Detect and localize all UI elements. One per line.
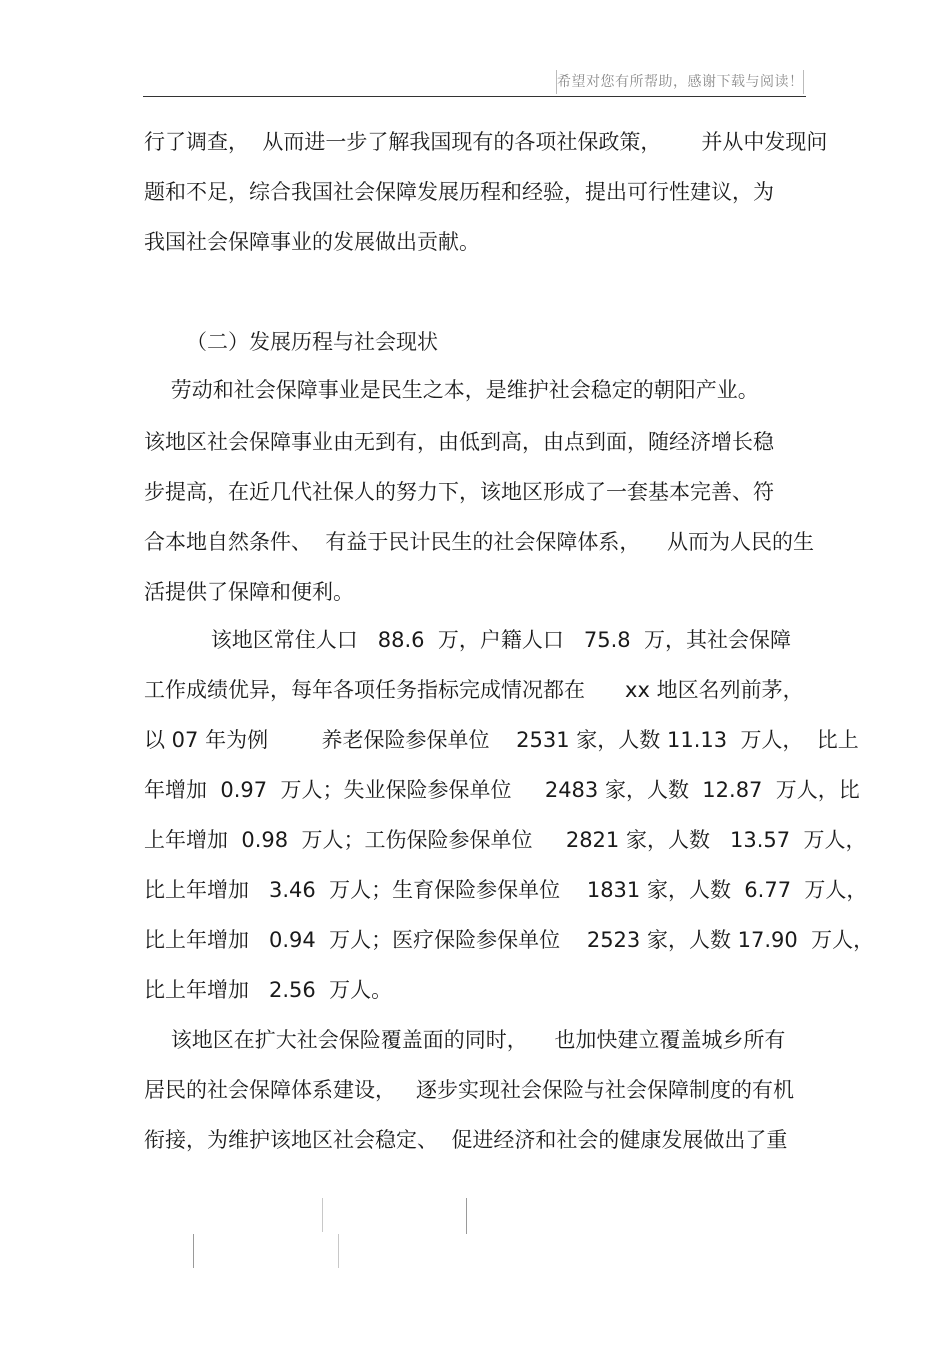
paragraph-line: 该地区社会保障事业由无到有，由低到高，由点到面，随经济增长稳 (144, 430, 774, 454)
paragraph-line: 衔接，为维护该地区社会稳定、 促进经济和社会的健康发展做出了重 (144, 1128, 788, 1152)
header-divider (143, 96, 806, 97)
section-heading: （二）发展历程与社会现状 (186, 330, 438, 354)
paragraph-line: 比上年增加 2.56 万人。 (144, 978, 393, 1002)
paragraph-line: 步提高，在近几代社保人的努力下，该地区形成了一套基本完善、符 (144, 480, 774, 504)
paragraph-line: 活提供了保障和便利。 (144, 580, 354, 604)
scan-artifact-mark (322, 1198, 323, 1232)
header-note: 希望对您有所帮助，感谢下载与阅读！ (556, 70, 804, 94)
paragraph-line: 该地区常住人口 88.6 万，户籍人口 75.8 万，其社会保障 (144, 628, 792, 652)
paragraph-line: 题和不足，综合我国社会保障发展历程和经验，提出可行性建议，为 (144, 180, 774, 204)
scan-artifact-mark (338, 1234, 339, 1268)
paragraph-line: 合本地自然条件、 有益于民计民生的社会保障体系， 从而为人民的生 (144, 530, 815, 554)
paragraph-line: 劳动和社会保障事业是民生之本，是维护社会稳定的朝阳产业。 (144, 378, 759, 402)
paragraph-line: 居民的社会保障体系建设， 逐步实现社会保险与社会保障制度的有机 (144, 1078, 795, 1102)
paragraph-line: 行了调查， 从而进一步了解我国现有的各项社保政策， 并从中发现问 (144, 130, 828, 154)
paragraph-line: 年增加 0.97 万人；失业保险参保单位 2483 家，人数 12.87 万人，比 (144, 778, 860, 802)
paragraph-line: 比上年增加 0.94 万人；医疗保险参保单位 2523 家，人数 17.90 万人， (144, 928, 875, 952)
scan-artifact-mark (466, 1198, 467, 1234)
paragraph-line: 比上年增加 3.46 万人；生育保险参保单位 1831 家，人数 6.77 万人， (144, 878, 868, 902)
paragraph-line: 上年增加 0.98 万人；工伤保险参保单位 2821 家，人数 13.57 万人， (144, 828, 867, 852)
scan-artifact-mark (193, 1234, 194, 1268)
paragraph-line: 工作成绩优异，每年各项任务指标完成情况都在 xx 地区名列前茅， (144, 678, 804, 702)
paragraph-line: 我国社会保障事业的发展做出贡献。 (144, 230, 480, 254)
paragraph-line: 以 07 年为例 养老保险参保单位 2531 家，人数 11.13 万人， 比上 (144, 728, 859, 752)
paragraph-line: 该地区在扩大社会保险覆盖面的同时， 也加快建立覆盖城乡所有 (144, 1028, 786, 1052)
